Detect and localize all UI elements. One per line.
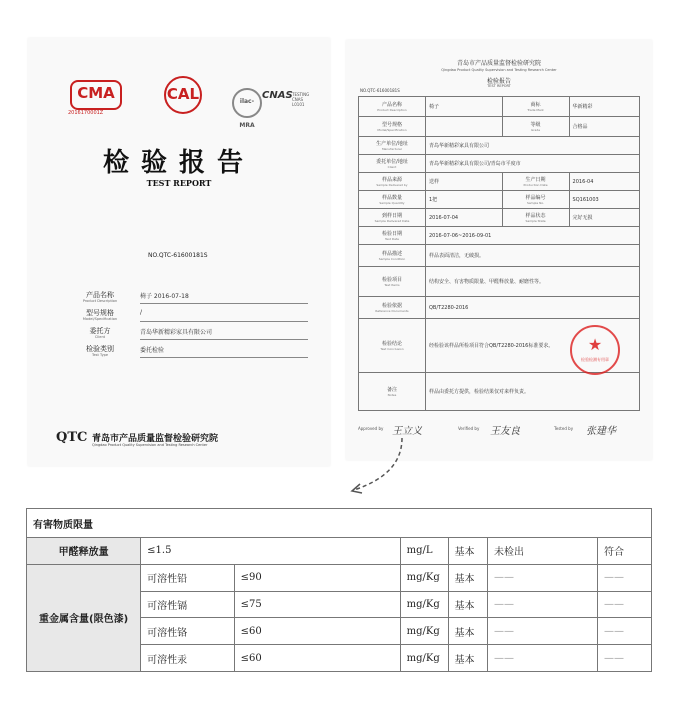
detail-value: 1把 [426, 191, 503, 209]
unit-cell: mg/Kg [400, 564, 448, 591]
detail-value: 华新精彩 [569, 97, 639, 117]
cover-field-row [68, 344, 308, 362]
institution-name: 青岛市产品质量监督检验研究院 [92, 434, 219, 444]
detail-label: 样品数量 [381, 195, 402, 201]
detail-label: 备注 [386, 387, 397, 393]
cnas-subtitle: TESTING CNAS L0101 [292, 92, 310, 107]
detail-label-en: Manufacturer [381, 147, 403, 151]
requirement-cell: 基本 [448, 564, 487, 591]
stamp-text: 检验检测专用章 [581, 357, 609, 362]
detail-title: 检验报告 [486, 78, 511, 85]
detail-report-number: NO.QTC-61600181S [360, 88, 400, 93]
detail-label: 检验结论 [381, 341, 402, 347]
detail-value: 椅子 [426, 97, 503, 117]
detail-label-en: Client [387, 165, 397, 169]
result-cell: —— [487, 618, 597, 645]
limit-cell: ≤60 [234, 618, 400, 645]
tested-signature: 张建华 [586, 426, 616, 437]
institution-footer [56, 430, 316, 446]
detail-label: 商标 [530, 102, 541, 108]
detail-label: 样品状态 [525, 213, 546, 219]
cover-field-row [68, 308, 308, 326]
report-number: NO.QTC-61600181S [148, 252, 208, 259]
detail-label: 到样日期 [381, 213, 402, 219]
cover-field-value: 椅子 2016-07-18 [140, 291, 308, 304]
detail-label: 检验项目 [381, 277, 402, 283]
verdict-cell: —— [597, 645, 651, 672]
cover-field-label: 型号规格 [86, 309, 114, 317]
detail-label-en: Test Date [384, 237, 400, 241]
detail-row [359, 117, 640, 137]
unit-cell: mg/Kg [400, 645, 448, 672]
cover-field-label: 检验类别 [86, 345, 114, 353]
requirement-cell: 基本 [448, 538, 487, 565]
institution-name-en: Qingdao Product Quality Supervision and Testing Research Center [92, 443, 208, 447]
detail-value: 结构安全、有害物质限量、甲醛释放量、耐磨性等。 [426, 267, 640, 297]
verdict-cell: —— [597, 591, 651, 618]
report-title: 检验报告 [102, 148, 255, 178]
result-cell: 未检出 [487, 538, 597, 565]
cnas-logo: CNAS [262, 90, 293, 101]
detail-label-en: Sample Condition [378, 257, 406, 261]
detail-value: 送样 [426, 173, 503, 191]
cover-field-label-en: Model/Specification [82, 317, 118, 321]
report-title-en: TEST REPORT [146, 178, 212, 188]
unit-cell: mg/Kg [400, 591, 448, 618]
detail-label-en: Trade Mark [527, 108, 544, 112]
detail-label: 检验依据 [381, 303, 402, 309]
detail-row [359, 191, 640, 209]
detail-label-en: Sample Delivered Date [374, 219, 410, 223]
detail-value: 青岛华新精彩家具有限公司 [426, 137, 640, 155]
detail-label: 生产日期 [525, 177, 546, 183]
table-header-row [27, 509, 652, 538]
detail-value: 2016-07-06~2016-09-01 [426, 227, 640, 245]
detail-value: 样品表面清洁，无破损。 [426, 245, 640, 267]
detail-label-en: Reference Documents [375, 309, 409, 313]
category-cell: 甲醛释放量 [27, 538, 141, 565]
detail-label: 委托单位/地址 [376, 159, 408, 165]
approved-signature: 王立义 [392, 426, 422, 437]
unit-cell: mg/Kg [400, 618, 448, 645]
detail-value: 样品由委托方提供，检验结果仅对来样负责。 [426, 373, 640, 411]
report-detail-page [346, 40, 652, 460]
detail-row [359, 373, 640, 411]
item-cell: 可溶性镉 [141, 591, 234, 618]
detail-label: 型号规格 [381, 122, 402, 128]
tested-label: Tested by [554, 426, 574, 431]
detail-label: 等级 [530, 122, 541, 128]
detail-label-en: Test Items [384, 283, 400, 287]
detail-label-en: Sample Quantity [379, 201, 405, 205]
result-cell: —— [487, 591, 597, 618]
cover-field-value: / [140, 309, 308, 322]
cover-field-label-en: Product Description [82, 299, 118, 303]
verdict-cell: —— [597, 618, 651, 645]
limit-cell: ≤90 [234, 564, 400, 591]
unit-cell: mg/L [400, 538, 448, 565]
cma-license-number: 2016170001Z [68, 110, 104, 116]
requirement-cell: 基本 [448, 618, 487, 645]
report-cover [28, 38, 330, 466]
item-cell: 可溶性汞 [141, 645, 234, 672]
official-stamp [570, 325, 620, 375]
detail-value: 2016-04 [569, 173, 639, 191]
cover-field-label-en: Client [94, 335, 106, 339]
cover-field-label: 产品名称 [86, 291, 114, 299]
verdict-cell: —— [597, 564, 651, 591]
detail-row [359, 97, 640, 117]
detail-row [359, 155, 640, 173]
limit-cell: ≤75 [234, 591, 400, 618]
detail-label-en: Product Description [377, 108, 407, 112]
approved-label: Approved by [358, 426, 384, 431]
detail-label: 产品名称 [381, 102, 402, 108]
detail-value: 完好无损 [569, 209, 639, 227]
detail-label-en: Notes [387, 393, 397, 397]
ilac-mra-logo: ilac-MRA [232, 88, 262, 118]
requirement-cell: 基本 [448, 645, 487, 672]
detail-label: 样品描述 [381, 251, 402, 257]
result-cell: —— [487, 645, 597, 672]
limit-cell: ≤1.5 [141, 538, 400, 565]
detail-value: SQ161003 [569, 191, 639, 209]
dashed-arrow-icon [344, 434, 414, 496]
limit-cell: ≤60 [234, 645, 400, 672]
detail-row [359, 267, 640, 297]
cover-field-value: 青岛华新精彩家具有限公司 [140, 327, 308, 340]
detail-row [359, 173, 640, 191]
detail-label: 检验日期 [381, 231, 402, 237]
detail-value [426, 117, 503, 137]
detail-row [359, 209, 640, 227]
cover-field-value: 委托检验 [140, 345, 308, 358]
verdict-cell: 符合 [597, 538, 651, 565]
detail-institution: 青岛市产品质量监督检验研究院 [456, 60, 541, 67]
detail-row [359, 137, 640, 155]
cover-field-row [68, 326, 308, 344]
table-row [27, 538, 652, 565]
table-row [27, 564, 652, 591]
detail-label-en: Sample State [525, 219, 546, 223]
detail-label-en: Sample Delivered by [376, 183, 408, 187]
detail-row [359, 245, 640, 267]
detail-row [359, 297, 640, 319]
requirement-cell: 基本 [448, 591, 487, 618]
detail-label-en: Test Conclusion [380, 347, 404, 351]
result-cell: —— [487, 564, 597, 591]
detail-label: 样品编号 [525, 195, 546, 201]
cover-field-label-en: Test Type [91, 353, 109, 357]
star-icon: ★ [587, 335, 603, 354]
detail-title-en: TEST REPORT [487, 84, 511, 88]
detail-value: 2016-07-04 [426, 209, 503, 227]
cover-field-row [68, 290, 308, 308]
detail-label-en: Grade [530, 128, 541, 132]
detail-label-en: Model/Specification [377, 128, 407, 132]
detail-label: 样品来源 [381, 177, 402, 183]
verified-signature: 王友良 [490, 426, 520, 437]
detail-label-en: Production Date [523, 183, 548, 187]
cal-logo: CAL [164, 76, 202, 114]
cover-field-label: 委托方 [89, 327, 111, 335]
cover-fields [68, 290, 308, 362]
detail-value: 青岛华新精彩家具有限公司/青岛市平度市 [426, 155, 640, 173]
table-title: 有害物质限量 [27, 509, 652, 538]
detail-value: 经检验该样品所检项目符合QB/T2280-2016标准要求。 [426, 319, 640, 373]
qtc-logo: QTC [56, 430, 88, 445]
detail-label: 生产单位/地址 [376, 141, 408, 147]
detail-row [359, 227, 640, 245]
item-cell: 可溶性铅 [141, 564, 234, 591]
cma-logo: CMA [70, 80, 122, 110]
harmful-substance-table [26, 508, 652, 672]
item-cell: 可溶性铬 [141, 618, 234, 645]
detail-label-en: Sample No. [526, 201, 545, 205]
verified-label: Verified by [458, 426, 480, 431]
category-cell: 重金属含量(限色漆) [27, 564, 141, 671]
detail-value: 合格品 [569, 117, 639, 137]
detail-value: QB/T2280-2016 [426, 297, 640, 319]
detail-institution-en: Qingdao Product Quality Supervision and Testing Research Center [441, 68, 557, 72]
